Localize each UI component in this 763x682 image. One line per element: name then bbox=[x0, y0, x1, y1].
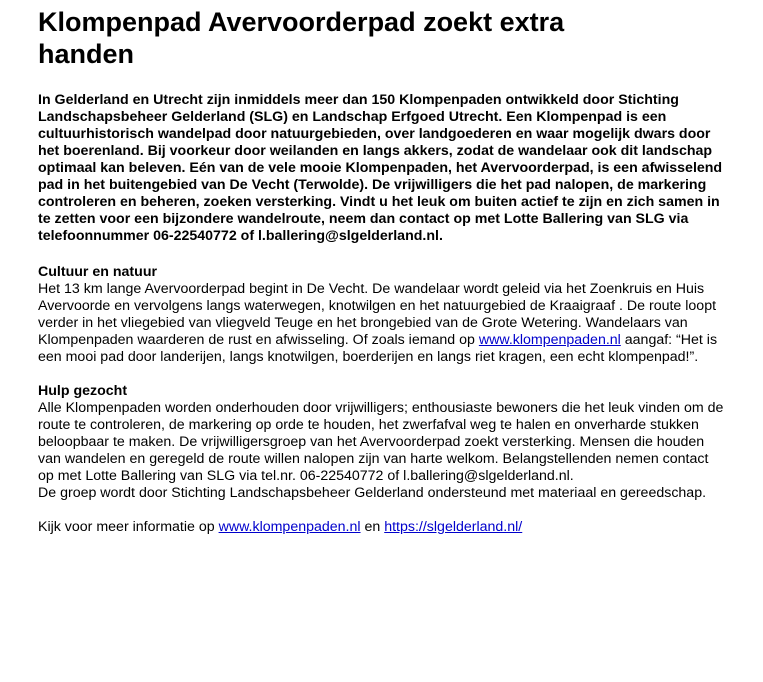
section-text-culture bbox=[38, 281, 728, 366]
spacer bbox=[38, 366, 728, 383]
article-lead: In Gelderland en Utrecht zijn inmiddels meer dan 150 Klompenpaden ontwikkeld door Stichting Landschapsbeheer Gelderland (SLG) en Landschap Erfgoed Utrecht. Een Klompenpad is een cultuurhistorisch wandelpad door natuurgebieden, over landgoederen en waar mogelijk dwars door het boerenland. Bij voorkeur door weilanden en langs akkers, zodat de wandelaar ook dit landschap optimaal kan beleven. Eén van de vele mooie Klompenpaden, het Avervoorderpad, is een afwisselend pad in het buitengebied van De Vecht (Terwolde). De vrijwilligers die het pad nalopen, de markering controleren en beheren, zoeken versterking. Vindt u het leuk om buiten actief te zijn en zich samen in te zetten voor een bijzondere wandelroute, neem dan contact op met Lotte Ballering van SLG via telefoonnummer 06-22540772 of l.ballering@slgelderland.nl. bbox=[38, 92, 723, 244]
culture-text-end: aangaf: “Het is een mooi pad door landerijen, langs knotwilgen, boerderijen en langs riet kragen, een echt klompenpad!”. bbox=[38, 332, 718, 365]
footer-info bbox=[38, 519, 728, 536]
section-heading-culture: Cultuur en natuur bbox=[38, 264, 158, 280]
section-text-help: Alle Klompenpaden worden onderhouden door vrijwilligers; enthousiaste bewoners die het leuk vinden om de route te controleren, de markering op orde te houden, het zwerfafval weg te halen en onverharde stukken beloopbaar te maken. De vrijwilligersgroep van het Avervoorderpad zoekt versterking. Mensen die houden van wandelen en geregeld de route willen nalopen zijn van harte welkom. Belangstellenden nemen contact op met Lotte Ballering van SLG via tel.nr. 06-22540772 of l.ballering@slgelderland.nl. bbox=[38, 400, 724, 484]
culture-text-start: Het 13 km lange Avervoorderpad begint in De Vecht. De wandelaar wordt geleid via het Zoenkruis en Huis Avervoorde en vervolgens langs waterwegen, knotwilgen en het natuurgebied de Kraaigraaf . De route loopt verder in het vliegebied van vliegveld Teuge en het brongebied van de Grote Wetering. Wandelaars van Klompenpaden waarderen de rust en afwisseling. Of zoals iemand op bbox=[38, 281, 717, 348]
section-text-support: De groep wordt door Stichting Landschapsbeheer Gelderland ondersteund met materiaal en gereedschap. bbox=[38, 485, 707, 501]
article-title: Klompenpad Avervoorderpad zoekt extra handen bbox=[38, 7, 565, 69]
spacer bbox=[38, 502, 728, 519]
section-heading-help: Hulp gezocht bbox=[38, 383, 128, 399]
footer-slg-link[interactable]: https://slgelderland.nl/ bbox=[384, 519, 523, 535]
footer-text-start: Kijk voor meer informatie op bbox=[38, 519, 219, 535]
klompenpaden-link[interactable]: www.klompenpaden.nl bbox=[478, 332, 621, 348]
footer-text-between: en bbox=[360, 519, 385, 535]
footer-klompenpaden-link[interactable]: www.klompenpaden.nl bbox=[218, 519, 361, 535]
